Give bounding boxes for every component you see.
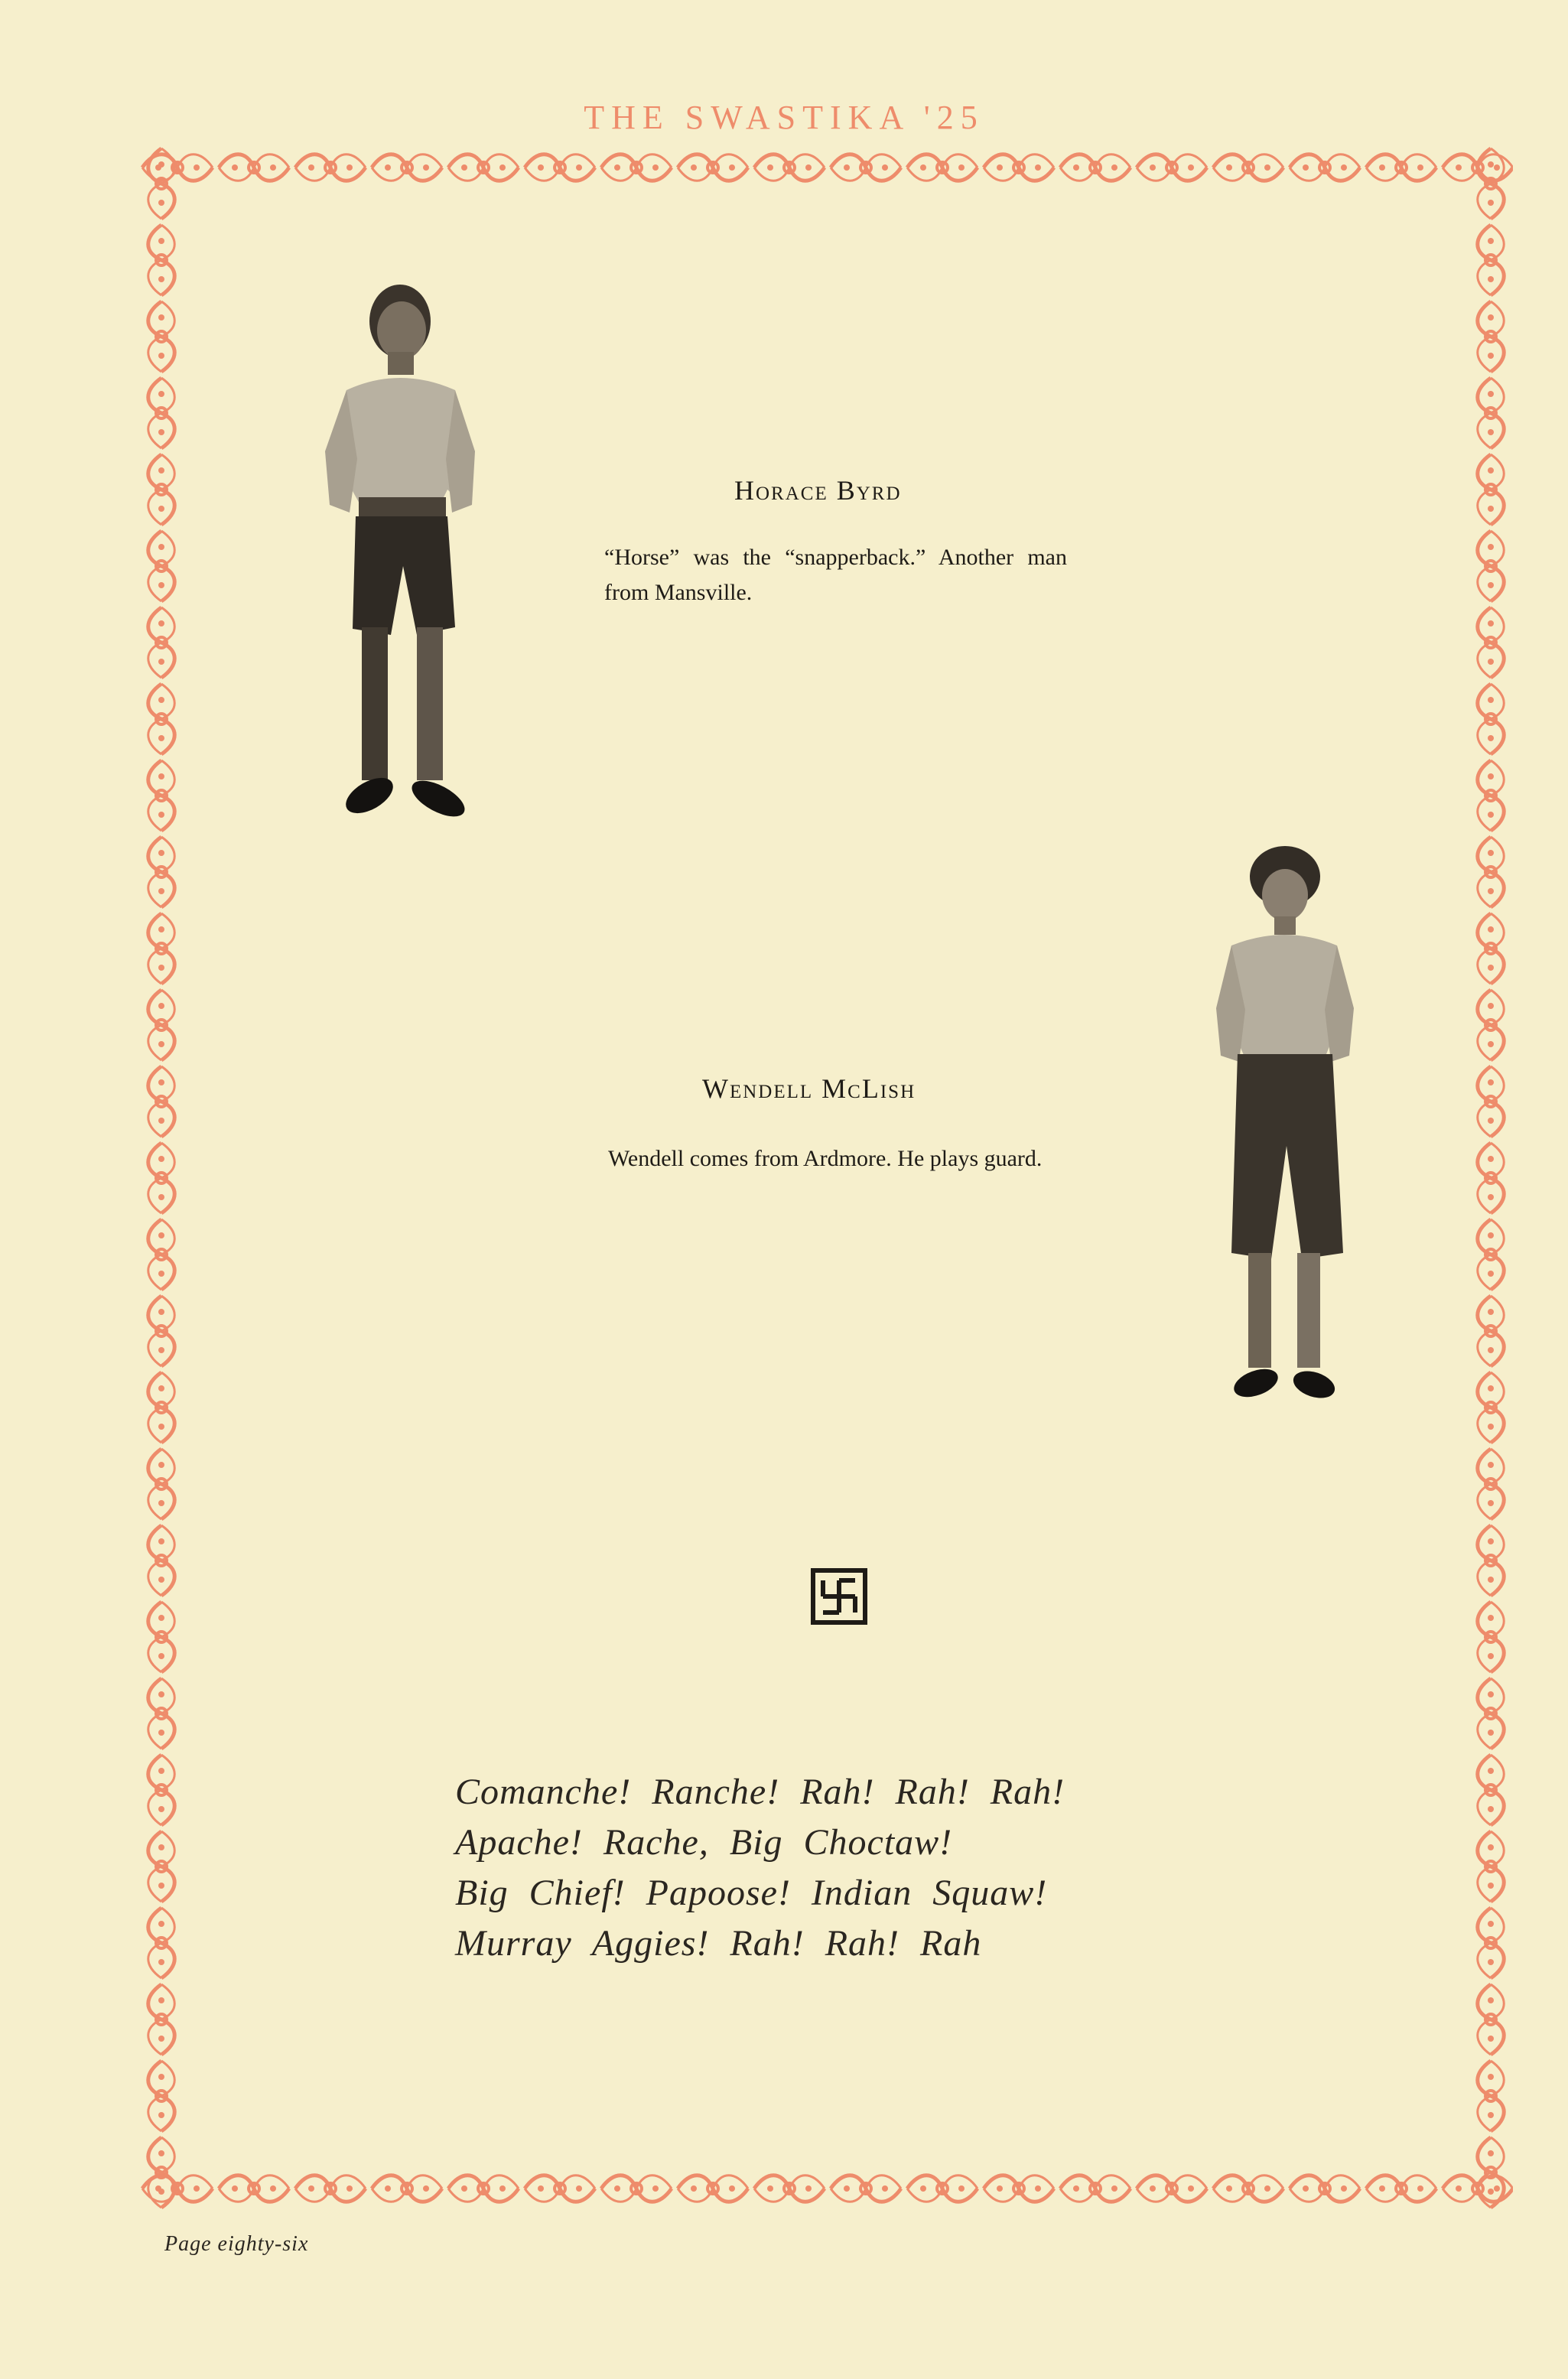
page-header: THE SWASTIKA '25 [584, 99, 984, 136]
cheer-line: Apache! Rache, Big Choctaw! [455, 1822, 953, 1863]
player-caption-horace-byrd: “Horse” was the “snapperback.” Another man from Mansville. [604, 545, 1067, 605]
school-cheer [455, 1767, 1065, 1969]
ornamental-border-bottom [139, 2166, 1513, 2211]
cheer-line: Big Chief! Papoose! Indian Squaw! [455, 1873, 1048, 1913]
player-name-wendell-mclish: Wendell McLish [702, 1073, 916, 1104]
page-number: Page eighty-six [164, 2232, 309, 2256]
cheer-line: Comanche! Ranche! Rah! Rah! Rah! [455, 1772, 1065, 1812]
player-photo-horace-byrd [302, 275, 501, 834]
player-photo-wendell-mclish [1201, 840, 1369, 1406]
ornamental-border-right [1469, 145, 1513, 2211]
player-name-horace-byrd: Horace Byrd [734, 475, 902, 506]
cheer-line: Murray Aggies! Rah! Rah! Rah [455, 1923, 982, 1964]
ornamental-border-top [139, 145, 1513, 190]
player-caption-wendell-mclish: Wendell comes from Ardmore. He plays guard. [608, 1146, 1043, 1171]
swastika-emblem-icon [811, 1568, 867, 1625]
ornamental-border-left [139, 145, 184, 2211]
